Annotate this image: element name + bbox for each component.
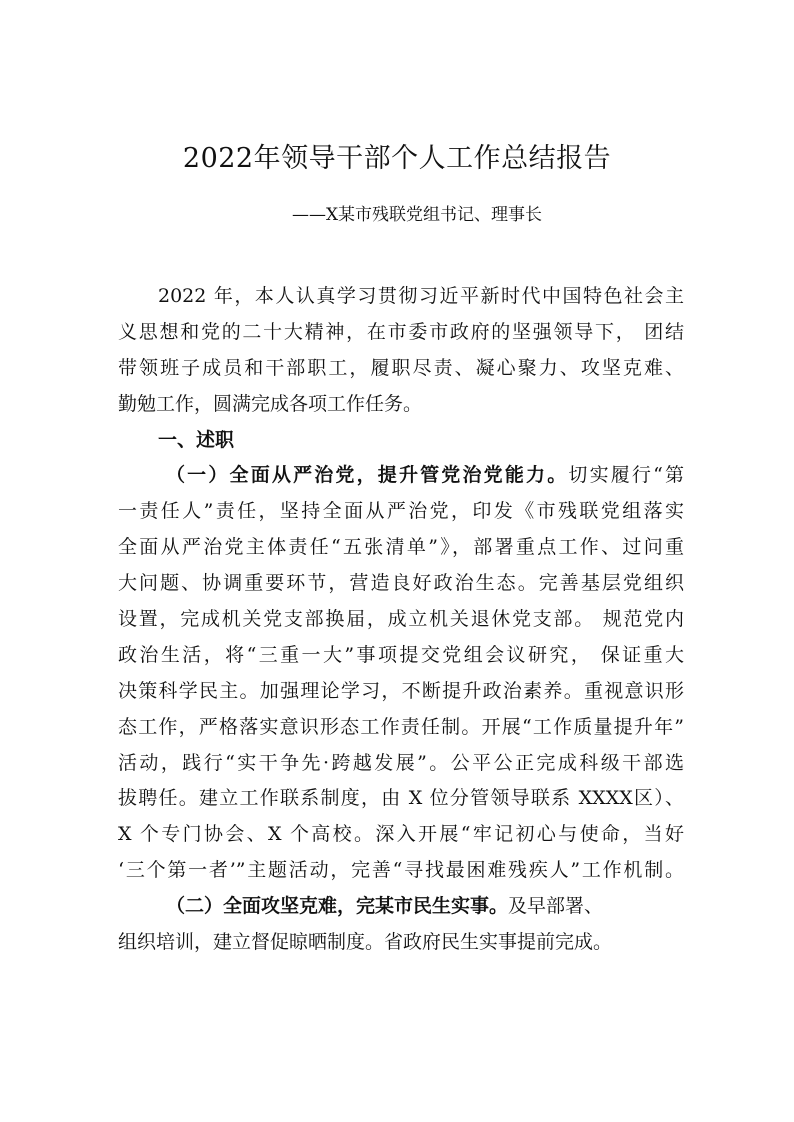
section-heading xyxy=(118,423,684,459)
paragraph-line: 决策科学民主。加强理论学习，不断提升政治素养。重视意识形 xyxy=(118,679,684,702)
subsection-1-heading: （一）全面从严治党，提升管党治党能力。 xyxy=(166,464,569,487)
paragraph-line: 全面从严治党主体责任“五张清单”》，部署重点工作、过问重 xyxy=(118,536,684,559)
paragraph-text: 及早部署、 xyxy=(508,895,604,918)
paragraph-line: 拔聘任。建立工作联系制度，由 X 位分管领导联系 XXXX区）、 xyxy=(118,787,684,810)
paragraph-text: 切实履行“第 xyxy=(568,464,684,487)
subsection-2-heading: （二）全面攻坚克难，完某市民生实事。 xyxy=(166,895,509,918)
paragraph-line: 设置，完成机关党支部换届，成立机关退休党支部。 规范党内 xyxy=(118,608,684,631)
document-title: 2022年领导干部个人工作总结报告 xyxy=(182,143,612,174)
subsection-2-first-line xyxy=(118,889,684,925)
section-heading-text: 一、述职 xyxy=(158,428,235,451)
paragraph-line: 勤勉工作，圆满完成各项工作任务。 xyxy=(118,392,423,415)
paragraph-line: ‘三个第一者’”主题活动，完善“寻找最困难残疾人”工作机制。 xyxy=(118,859,684,882)
paragraph-line: 活动，践行“实干争先·跨越发展”。公平公正完成科级干部选 xyxy=(118,751,684,774)
document-subtitle: ——X某市残联党组书记、理事长 xyxy=(291,205,543,225)
paragraph-line: 2022 年，本人认真学习贯彻习近平新时代中国特色社会主 xyxy=(158,285,684,307)
paragraph-line: 义思想和党的二十大精神，在市委市政府的坚强领导下， 团结 xyxy=(118,320,684,343)
paragraph-line: 带领班子成员和干部职工，履职尽责、凝心聚力、攻坚克难、 xyxy=(118,356,684,379)
paragraph-line: 态工作，严格落实意识形态工作责任制。开展“工作质量提升年” xyxy=(118,715,684,738)
paragraph-line: 一责任人”责任，坚持全面从严治党，印发《市残联党组落实 xyxy=(118,500,684,523)
subsection-1-first-line xyxy=(118,458,684,494)
paragraph-line: 大问题、协调重要环节，营造良好政治生态。完善基层党组织 xyxy=(118,572,684,595)
paragraph-line: 组织培训，建立督促晾晒制度。省政府民生实事提前完成。 xyxy=(118,931,613,954)
paragraph-line: 政治生活，将“三重一大”事项提交党组会议研究， 保证重大 xyxy=(118,643,684,666)
paragraph-line: X 个专门协会、X 个高校。深入开展“牢记初心与使命，当好 xyxy=(118,823,684,846)
document-body xyxy=(118,279,684,961)
